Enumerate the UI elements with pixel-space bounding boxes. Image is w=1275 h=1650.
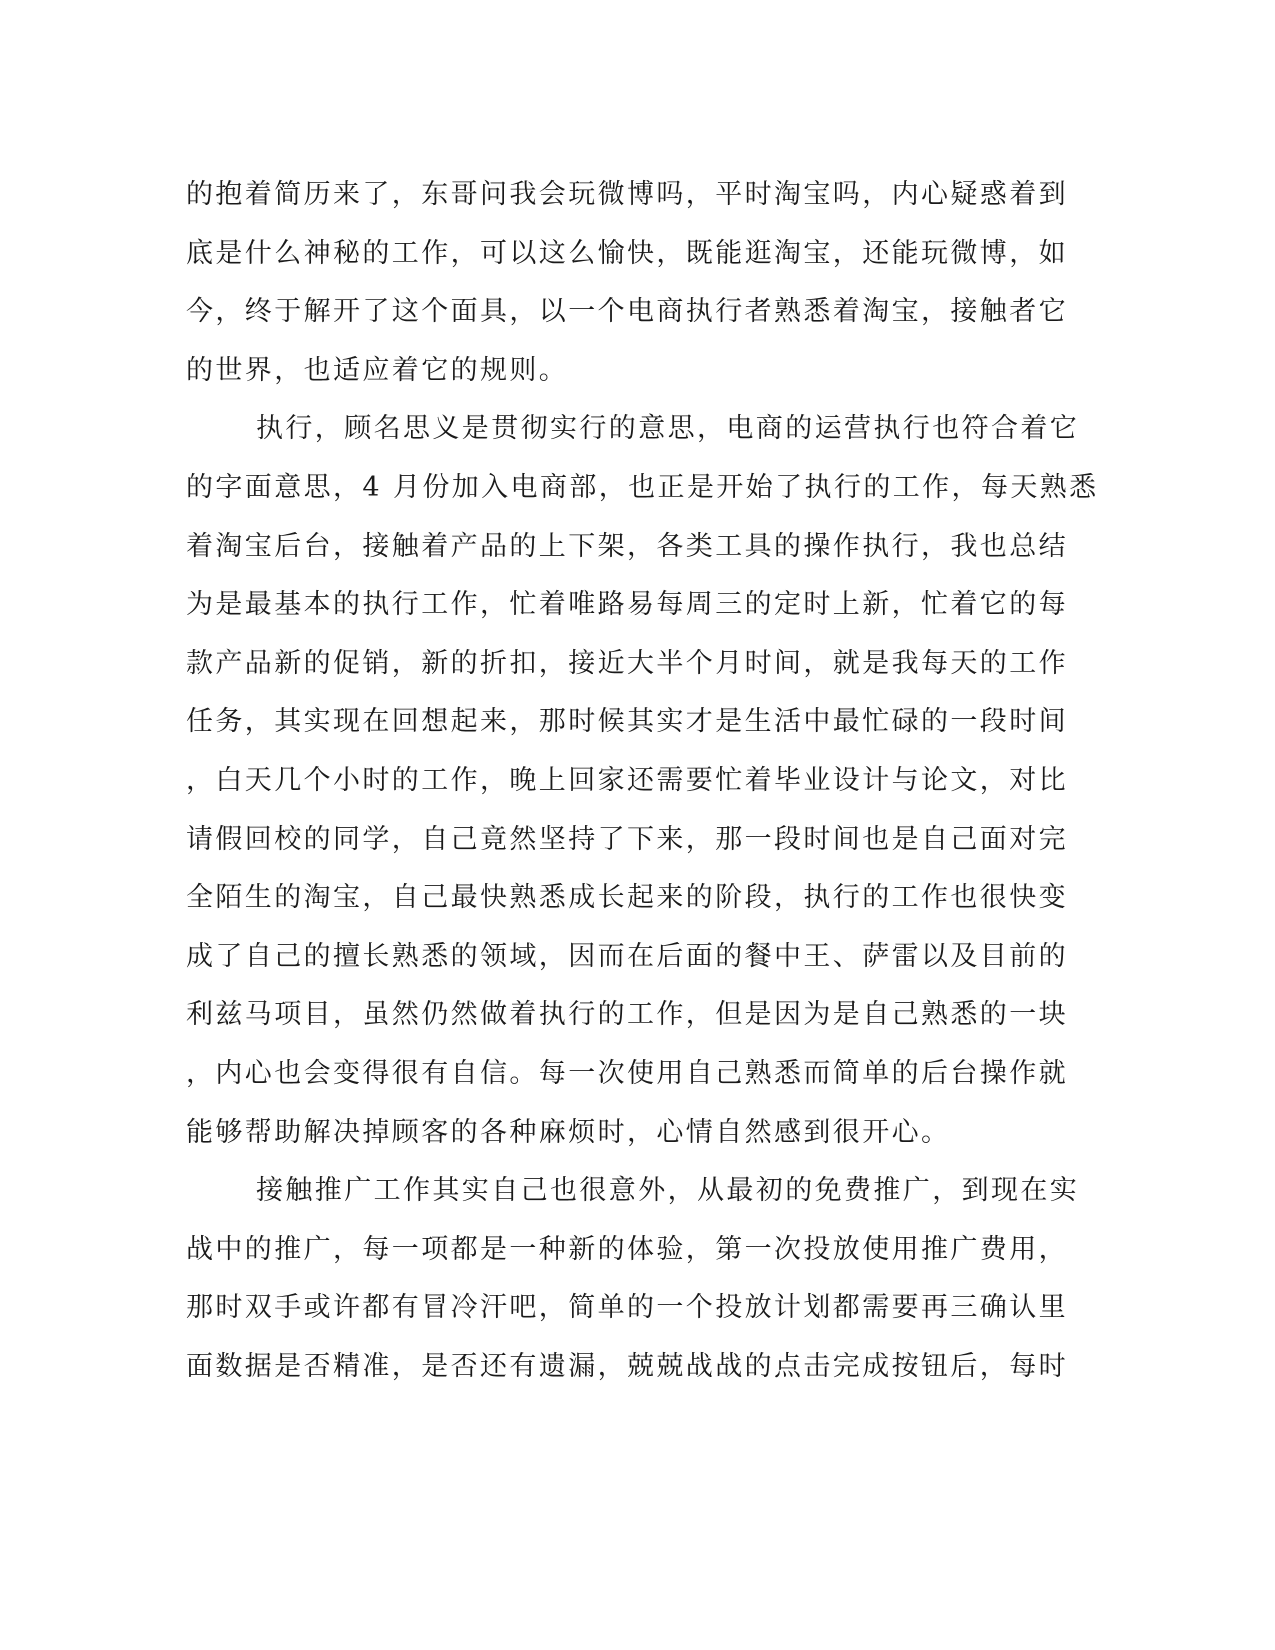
text-line: 为是最基本的执行工作，忙着唯路易每周三的定时上新，忙着它的每: [186, 589, 1068, 621]
text-line: 战中的推广，每一项都是一种新的体验，第一次投放使用推广费用，: [186, 1233, 1068, 1265]
paragraph-first-line: 执行，顾名思义是贯彻实行的意思，电商的运营执行也符合着它: [256, 413, 1080, 445]
text-line: ，白天几个小时的工作，晚上回家还需要忙着毕业设计与论文，对比: [186, 765, 1068, 796]
text-line: 款产品新的促销，新的折扣，接近大半个月时间，就是我每天的工作: [186, 647, 1068, 679]
text-line: 着淘宝后台，接触着产品的上下架，各类工具的操作执行，我也总结: [186, 530, 1068, 562]
text-line: 请假回校的同学，自己竟然坚持了下来，那一段时间也是自己面对完: [186, 823, 1068, 855]
text-line: 成了自己的擅长熟悉的领域，因而在后面的餐中王、萨雷以及目前的: [186, 940, 1068, 972]
text-line: 任务，其实现在回想起来，那时候其实才是生活中最忙碌的一段时间: [186, 706, 1068, 738]
text-line: 能够帮助解决掉顾客的各种麻烦时，心情自然感到很开心。: [186, 1116, 951, 1148]
text-line: 利兹马项目，虽然仍然做着执行的工作，但是因为是自己熟悉的一块: [186, 999, 1068, 1031]
paragraph-first-line: 接触推广工作其实自己也很意外，从最初的免费推广，到现在实: [256, 1175, 1080, 1207]
text-line: 的抱着简历来了，东哥问我会玩微博吗，平时淘宝吗，内心疑惑着到: [186, 179, 1068, 210]
text-line: 的字面意思，4 月份加入电商部，也正是开始了执行的工作，每天熟悉: [186, 472, 1099, 503]
text-line: 的世界，也适应着它的规则。: [186, 354, 569, 386]
text-line: 今，终于解开了这个面具，以一个电商执行者熟悉着淘宝，接触者它: [186, 296, 1068, 328]
text-line: 全陌生的淘宝，自己最快熟悉成长起来的阶段，执行的工作也很快变: [186, 882, 1068, 914]
text-line: ，内心也会变得很有自信。每一次使用自己熟悉而简单的后台操作就: [186, 1058, 1068, 1089]
text-line: 底是什么神秘的工作，可以这么愉快，既能逛淘宝，还能玩微博，如: [186, 237, 1068, 269]
text-line: 那时双手或许都有冒冷汗吧，简单的一个投放计划都需要再三确认里: [186, 1292, 1068, 1324]
text-line: 面数据是否精准，是否还有遗漏，兢兢战战的点击完成按钮后，每时: [186, 1351, 1068, 1382]
